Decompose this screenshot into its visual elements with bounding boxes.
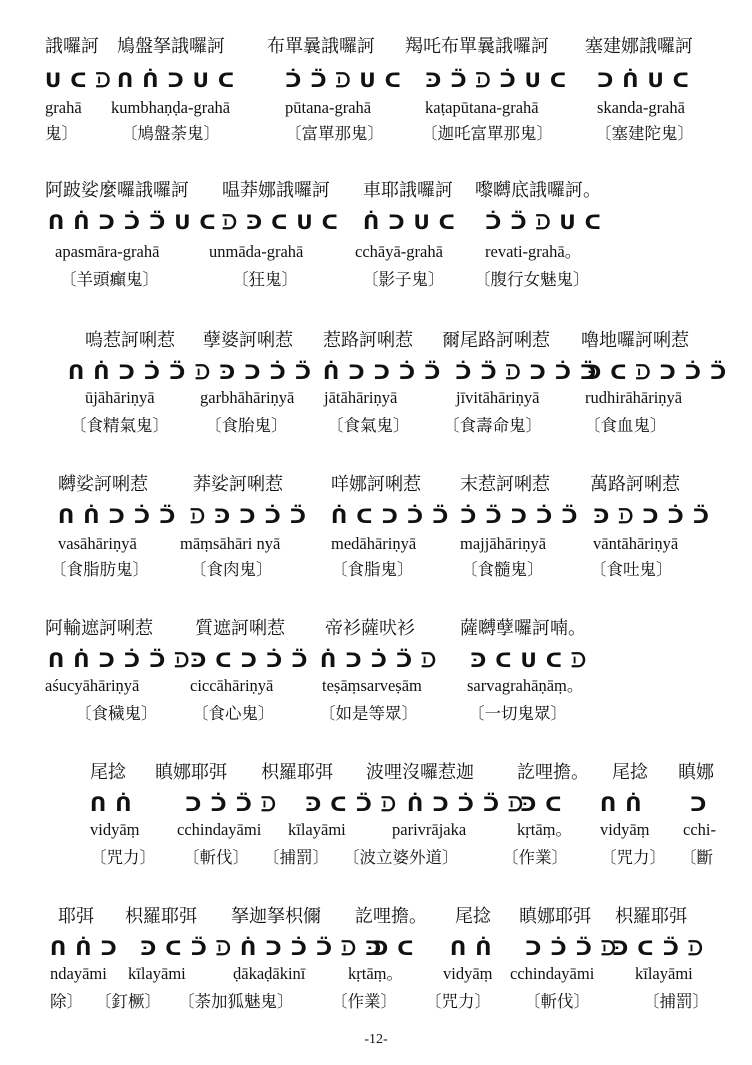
sanskrit-romanization-term: sarvagrahāṇāṃ。 bbox=[467, 676, 584, 695]
chinese-gloss-term: 〔一切鬼眾〕 bbox=[468, 704, 567, 723]
chinese-transliteration-term: 拏迦拏枳儞 bbox=[231, 906, 321, 927]
sanskrit-romanization-term: jīvitāhāriṇyā bbox=[456, 388, 540, 407]
chinese-gloss-term: 〔斬伐〕 bbox=[183, 848, 249, 867]
sanskrit-romanization-term: medāhāriṇyā bbox=[331, 534, 417, 553]
sanskrit-romanization-term: ūjāhāriṇyā bbox=[85, 388, 155, 407]
sanskrit-romanization-term: kīlayāmi bbox=[635, 964, 693, 983]
sanskrit-romanization-term: kṛtāṃ。 bbox=[348, 964, 403, 983]
siddham-script-term: ᑏ ᑐ ᑑ ᑒ ᑓ bbox=[320, 648, 437, 672]
siddham-script-term: ᑔ ᑕ bbox=[372, 936, 415, 960]
siddham-script-term: ᑑ ᑒ ᑓ ᑌ ᑕ bbox=[485, 210, 602, 234]
chinese-gloss-term: 〔作業〕 bbox=[502, 848, 568, 867]
siddham-script-term: ᑑ ᑒ ᑓ ᑌ ᑕ bbox=[285, 68, 402, 92]
chinese-gloss-term: 〔食髓鬼〕 bbox=[461, 560, 544, 579]
chinese-gloss-term: 〔斬伐〕 bbox=[524, 992, 590, 1011]
chinese-transliteration-term: 尾捻 bbox=[90, 762, 126, 783]
chinese-gloss-term: 〔富單那鬼〕 bbox=[285, 124, 384, 143]
sanskrit-romanization-term: majjāhāriṇyā bbox=[460, 534, 547, 553]
chinese-transliteration-term: 萬路訶唎惹 bbox=[590, 474, 680, 495]
chinese-gloss-term: 〔斷 bbox=[680, 848, 713, 867]
sanskrit-romanization-term: pūtana-grahā bbox=[285, 98, 372, 117]
siddham-script-term: ᑔ ᑕ ᑒ ᑓ bbox=[140, 936, 232, 960]
sanskrit-romanization-term: māṃsāhāri nyā bbox=[180, 534, 281, 553]
chinese-transliteration-term: 嚕地囉訶唎惹 bbox=[581, 330, 689, 351]
sanskrit-romanization-term: ndayāmi bbox=[50, 964, 107, 983]
chinese-gloss-term: 〔咒力〕 bbox=[425, 992, 491, 1011]
siddham-script-term: ᑎ ᑏ ᑐ bbox=[50, 936, 118, 960]
chinese-gloss-term: 〔食吐鬼〕 bbox=[590, 560, 673, 579]
chinese-gloss-term: 〔狂鬼〕 bbox=[232, 270, 298, 289]
chinese-transliteration-term: 誐囉訶 bbox=[45, 36, 99, 57]
chinese-transliteration-term: 波哩沒囉惹迦 bbox=[366, 762, 474, 783]
chinese-gloss-term: 〔腹行女魅鬼〕 bbox=[474, 270, 590, 289]
chinese-transliteration-term: 嚩娑訶唎惹 bbox=[58, 474, 148, 495]
sanskrit-romanization-term: kaṭapūtana-grahā bbox=[425, 98, 539, 117]
page-number: -12- bbox=[364, 1032, 388, 1047]
siddham-script-term: ᑑ ᑒ ᑓ ᑐ ᑑ ᑒ bbox=[455, 360, 598, 384]
siddham-script-term: ᑓ ᑔ ᑐ ᑑ ᑒ bbox=[195, 360, 312, 384]
chinese-gloss-term: 除〕 bbox=[50, 992, 83, 1011]
sanskrit-romanization-term: rudhirāhāriṇyā bbox=[585, 388, 683, 407]
siddham-script-term: ᑏ ᑐ ᑑ ᑒ ᑓ ᑔ bbox=[240, 936, 383, 960]
siddham-script-term: ᑓ ᑔ ᑐ ᑑ ᑒ bbox=[190, 504, 307, 528]
chinese-gloss-term: 〔食氣鬼〕 bbox=[327, 416, 410, 435]
siddham-script-term: ᑔ ᑕ ᑓ ᑐ ᑑ ᑒ bbox=[585, 360, 728, 384]
sanskrit-romanization-term: grahā bbox=[45, 98, 82, 117]
sanskrit-romanization-term: teṣāṃsarveṣām bbox=[322, 676, 422, 695]
siddham-script-term: ᑎ ᑏ bbox=[600, 792, 643, 816]
chinese-gloss-term: 〔作業〕 bbox=[331, 992, 397, 1011]
chinese-gloss-term: 〔波立婆外道〕 bbox=[343, 848, 459, 867]
chinese-transliteration-term: 孽婆訶唎惹 bbox=[203, 330, 293, 351]
siddham-script-term: ᑏ ᑕ ᑐ ᑑ ᑒ bbox=[331, 504, 450, 528]
chinese-gloss-term: 〔食血鬼〕 bbox=[584, 416, 667, 435]
sanskrit-romanization-term: vidyāṃ bbox=[90, 820, 140, 839]
sanskrit-romanization-term: ḍākaḍākinī bbox=[233, 964, 306, 983]
chinese-gloss-term: 〔食肉鬼〕 bbox=[190, 560, 273, 579]
chinese-transliteration-term: 惹路訶唎惹 bbox=[323, 330, 413, 351]
siddham-script-term: ᑔ ᑕ ᑐ ᑑ ᑒ bbox=[190, 648, 309, 672]
chinese-gloss-term: 〔食壽命鬼〕 bbox=[443, 416, 542, 435]
chinese-gloss-term: 〔捕罰〕 bbox=[263, 848, 329, 867]
chinese-transliteration-term: 阿輸遮訶唎惹 bbox=[45, 618, 153, 639]
siddham-script-term: ᑔ ᑓ ᑐ ᑑ ᑒ bbox=[593, 504, 710, 528]
sanskrit-romanization-term: vāntāhāriṇyā bbox=[593, 534, 679, 553]
sanskrit-romanization-term: kṛtāṃ。 bbox=[517, 820, 572, 839]
chinese-transliteration-term: 尾捻 bbox=[455, 906, 491, 927]
chinese-transliteration-term: 鳩盤拏誐囉訶 bbox=[117, 36, 225, 57]
sanskrit-romanization-term: revati-grahā。 bbox=[485, 242, 582, 261]
siddham-script-term: ᑏ ᑐ ᑑ ᑒ ᑓ bbox=[407, 792, 524, 816]
chinese-transliteration-term: 爾尾路訶唎惹 bbox=[442, 330, 550, 351]
chinese-transliteration-term: 枳羅耶弭 bbox=[261, 762, 333, 783]
chinese-transliteration-term: 羯吒布單曩誐囉訶 bbox=[405, 36, 549, 57]
chinese-transliteration-term: 塞建娜誐囉訶 bbox=[585, 36, 693, 57]
siddham-script-term: ᑓ ᑔ ᑕ ᑌ ᑕ bbox=[222, 210, 339, 234]
chinese-gloss-term: 〔羊頭癲鬼〕 bbox=[60, 270, 159, 289]
chinese-gloss-term: 〔迦吒富單那鬼〕 bbox=[421, 124, 553, 143]
chinese-transliteration-term: 耶弭 bbox=[58, 906, 94, 927]
siddham-script-term: ᑔ ᑒ ᑓ ᑑ ᑌ ᑕ bbox=[425, 68, 568, 92]
sanskrit-romanization-term: vidyāṃ bbox=[443, 964, 493, 983]
chinese-transliteration-term: 枳羅耶弭 bbox=[125, 906, 197, 927]
sanskrit-romanization-term: skanda-grahā bbox=[597, 98, 685, 117]
chinese-transliteration-term: 枳羅耶弭 bbox=[615, 906, 687, 927]
siddham-script-term: ᑌ ᑕ ᑓ bbox=[45, 68, 112, 92]
chinese-gloss-term: 〔荼加狐魅鬼〕 bbox=[178, 992, 294, 1011]
sanskrit-romanization-term: jātāhāriṇyā bbox=[324, 388, 398, 407]
chinese-gloss-term: 〔咒力〕 bbox=[600, 848, 666, 867]
sanskrit-romanization-term: parivrājaka bbox=[392, 820, 467, 839]
chinese-gloss-term: 〔食心鬼〕 bbox=[192, 704, 275, 723]
siddham-script-term: ᑔ ᑕ ᑒ ᑓ bbox=[612, 936, 704, 960]
chinese-transliteration-term: 瞋娜 bbox=[678, 762, 714, 783]
siddham-script-term: ᑏ ᑐ ᑐ ᑑ ᑒ bbox=[323, 360, 442, 384]
chinese-transliteration-term: 嗢莽娜誐囉訶 bbox=[222, 180, 330, 201]
chinese-transliteration-term: 嚟嚩底誐囉訶。 bbox=[475, 180, 601, 201]
sanskrit-romanization-term: kīlayāmi bbox=[288, 820, 346, 839]
chinese-transliteration-term: 莽娑訶唎惹 bbox=[193, 474, 283, 495]
chinese-transliteration-term: 車耶誐囉訶 bbox=[363, 180, 453, 201]
chinese-gloss-term: 〔塞建陀鬼〕 bbox=[595, 124, 694, 143]
sanskrit-romanization-term: cchāyā-grahā bbox=[355, 242, 443, 261]
chinese-transliteration-term: 嗚惹訶唎惹 bbox=[85, 330, 175, 351]
chinese-gloss-term: 鬼〕 bbox=[45, 124, 78, 143]
siddham-script-term: ᑎ ᑏ ᑐ ᑑ ᑒ bbox=[68, 360, 187, 384]
chinese-gloss-term: 〔食脂鬼〕 bbox=[331, 560, 414, 579]
siddham-script-term: ᑐ ᑑ ᑒ ᑓ bbox=[185, 792, 277, 816]
sanskrit-romanization-term: apasmāra-grahā bbox=[55, 242, 160, 261]
siddham-script-term: ᑎ ᑏ ᑐ ᑌ ᑕ bbox=[117, 68, 236, 92]
chinese-transliteration-term: 布單曩誐囉訶 bbox=[267, 36, 375, 57]
siddham-script-term: ᑐ ᑏ ᑌ ᑕ bbox=[597, 68, 690, 92]
sanskrit-romanization-term: unmāda-grahā bbox=[209, 242, 304, 261]
siddham-script-term: ᑐ bbox=[690, 792, 708, 816]
chinese-transliteration-term: 訖哩擔。 bbox=[355, 906, 427, 927]
chinese-transliteration-term: 瞋娜耶弭 bbox=[519, 906, 591, 927]
sanskrit-romanization-term: cchi- bbox=[683, 820, 716, 839]
chinese-transliteration-term: 咩娜訶唎惹 bbox=[331, 474, 421, 495]
chinese-transliteration-term: 阿跛娑麼囉誐囉訶 bbox=[45, 180, 189, 201]
siddham-script-term: ᑎ ᑏ bbox=[450, 936, 493, 960]
sanskrit-romanization-term: vidyāṃ bbox=[600, 820, 650, 839]
siddham-script-term: ᑑ ᑒ ᑐ ᑑ ᑒ bbox=[460, 504, 579, 528]
siddham-script-term: ᑔ ᑕ ᑌ ᑕ ᑓ bbox=[470, 648, 587, 672]
chinese-gloss-term: 〔食脂肪鬼〕 bbox=[50, 560, 149, 579]
siddham-script-term: ᑔ ᑕ ᑒ ᑓ bbox=[305, 792, 397, 816]
chinese-gloss-term: 〔食精氣鬼〕 bbox=[70, 416, 169, 435]
chinese-transliteration-term: 瞋娜耶弭 bbox=[155, 762, 227, 783]
sanskrit-romanization-term: aśucyāhāriṇyā bbox=[45, 676, 140, 695]
siddham-script-term: ᑎ ᑏ bbox=[90, 792, 133, 816]
chinese-transliteration-term: 質遮訶唎惹 bbox=[195, 618, 285, 639]
chinese-transliteration-term: 帝衫薩吠衫 bbox=[325, 618, 415, 639]
sanskrit-romanization-term: kumbhaṇḍa-grahā bbox=[111, 98, 231, 117]
siddham-script-term: ᑐ ᑑ ᑒ ᑓ bbox=[525, 936, 617, 960]
chinese-gloss-term: 〔影子鬼〕 bbox=[362, 270, 445, 289]
siddham-script-term: ᑎ ᑏ ᑐ ᑑ ᑒ ᑌ ᑕ bbox=[48, 210, 217, 234]
sanskrit-romanization-term: kīlayāmi bbox=[128, 964, 186, 983]
chinese-gloss-term: 〔鳩盤荼鬼〕 bbox=[121, 124, 220, 143]
siddham-script-term: ᑎ ᑏ ᑐ ᑑ ᑒ bbox=[58, 504, 177, 528]
chinese-gloss-term: 〔釘橛〕 bbox=[95, 992, 161, 1011]
sanskrit-romanization-term: ciccāhāriṇyā bbox=[190, 676, 274, 695]
chinese-transliteration-term: 薩嚩孽囉訶喃。 bbox=[460, 618, 586, 639]
chinese-gloss-term: 〔咒力〕 bbox=[90, 848, 156, 867]
siddham-script-term: ᑔ ᑕ bbox=[520, 792, 563, 816]
chinese-transliteration-term: 訖哩擔。 bbox=[517, 762, 589, 783]
sanskrit-romanization-term: vasāhāriṇyā bbox=[58, 534, 137, 553]
sanskrit-romanization-term: garbhāhāriṇyā bbox=[200, 388, 295, 407]
sanskrit-romanization-term: cchindayāmi bbox=[177, 820, 262, 839]
siddham-script-term: ᑎ ᑏ ᑐ ᑑ ᑒ ᑓ bbox=[48, 648, 191, 672]
chinese-gloss-term: 〔食穢鬼〕 bbox=[75, 704, 158, 723]
sanskrit-romanization-term: cchindayāmi bbox=[510, 964, 595, 983]
siddham-script-term: ᑏ ᑐ ᑌ ᑕ bbox=[363, 210, 456, 234]
chinese-transliteration-term: 尾捻 bbox=[612, 762, 648, 783]
chinese-transliteration-term: 末惹訶唎惹 bbox=[460, 474, 550, 495]
chinese-gloss-term: 〔食胎鬼〕 bbox=[205, 416, 288, 435]
chinese-gloss-term: 〔捕罰〕 bbox=[643, 992, 709, 1011]
chinese-gloss-term: 〔如是等眾〕 bbox=[319, 704, 418, 723]
